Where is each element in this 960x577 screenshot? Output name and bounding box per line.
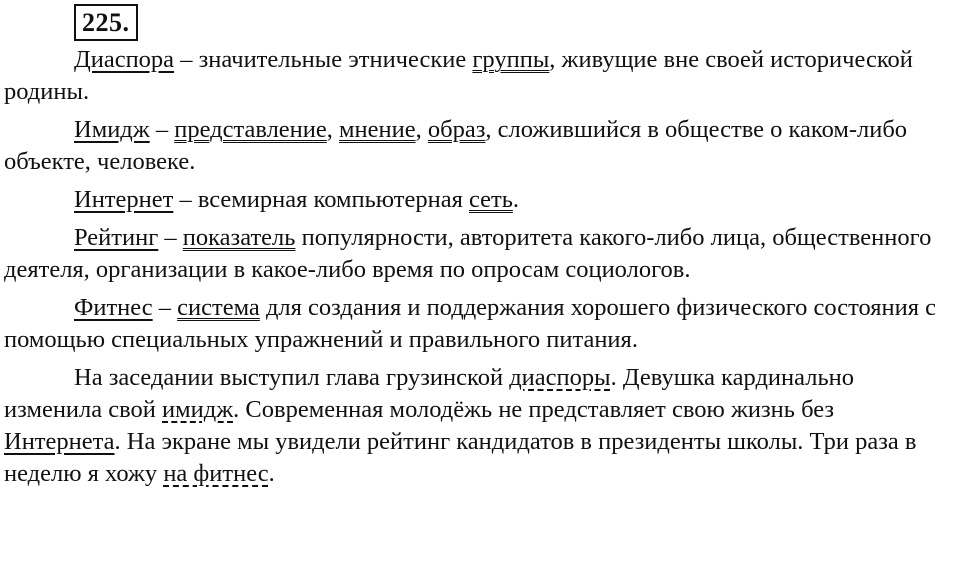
sentence-text: . — [268, 460, 275, 487]
underlined-word: имидж — [162, 396, 234, 423]
definition-text: значительные этнические — [198, 46, 473, 73]
definition-internet — [4, 184, 954, 216]
definition-text: популярности, авторитета какого-либо лица, общественного деятеля, организации в какое-либо время по опросам социологов. — [4, 224, 932, 283]
term-dash: – — [149, 116, 175, 143]
sentence-text: . Современная молодёжь не представляет свою жизнь без — [233, 396, 835, 423]
definition-text: , живущие вне своей исторической родины. — [4, 46, 913, 105]
key-word: образ — [427, 116, 486, 143]
task-number-box: 225. — [74, 4, 138, 41]
key-word: мнение — [339, 116, 416, 143]
key-word: показатель — [182, 224, 296, 251]
sentence-text: . На экране мы увидели рейтинг кандидатов в президенты школы. Три раза в неделю я хожу — [4, 428, 917, 487]
term-fitness: Фитнес — [74, 294, 153, 321]
definition-text: для создания и поддержания хорошего физического состояния с помощью специальных упражнений и правильного питания. — [4, 294, 937, 353]
underlined-word: Интернета — [4, 428, 115, 455]
term-rating: Рейтинг — [74, 224, 159, 251]
definition-text: , сложившийся в обществе о каком-либо объекте, человеке. — [4, 116, 908, 175]
definition-fitness — [4, 292, 954, 356]
key-word: группы — [472, 46, 550, 73]
separator: , — [326, 116, 340, 143]
underlined-word: диаспоры — [509, 364, 611, 391]
term-dash: – — [158, 224, 183, 251]
term-internet: Интернет — [74, 186, 174, 213]
separator: , — [415, 116, 428, 143]
definition-text: . — [512, 186, 520, 213]
key-word: представление — [174, 116, 327, 143]
key-word: система — [177, 294, 260, 321]
term-dash: – — [152, 294, 178, 321]
definition-image — [4, 114, 954, 178]
example-sentences — [4, 362, 954, 490]
term-diaspora: Диаспора — [74, 46, 175, 73]
term-dash: – — [174, 46, 199, 73]
term-image: Имидж — [74, 116, 150, 143]
underlined-word: на фитнес — [163, 460, 269, 487]
definition-text: всемирная компьютерная — [197, 186, 469, 213]
key-word: сеть — [468, 186, 513, 213]
definition-diaspora — [4, 44, 954, 108]
exercise-text — [4, 44, 954, 496]
definition-rating — [4, 222, 954, 286]
sentence-text: . Девушка кардинально изменила свой — [4, 364, 854, 423]
sentence-text: На заседании выступил глава грузинской — [74, 364, 510, 391]
term-dash: – — [173, 186, 198, 213]
